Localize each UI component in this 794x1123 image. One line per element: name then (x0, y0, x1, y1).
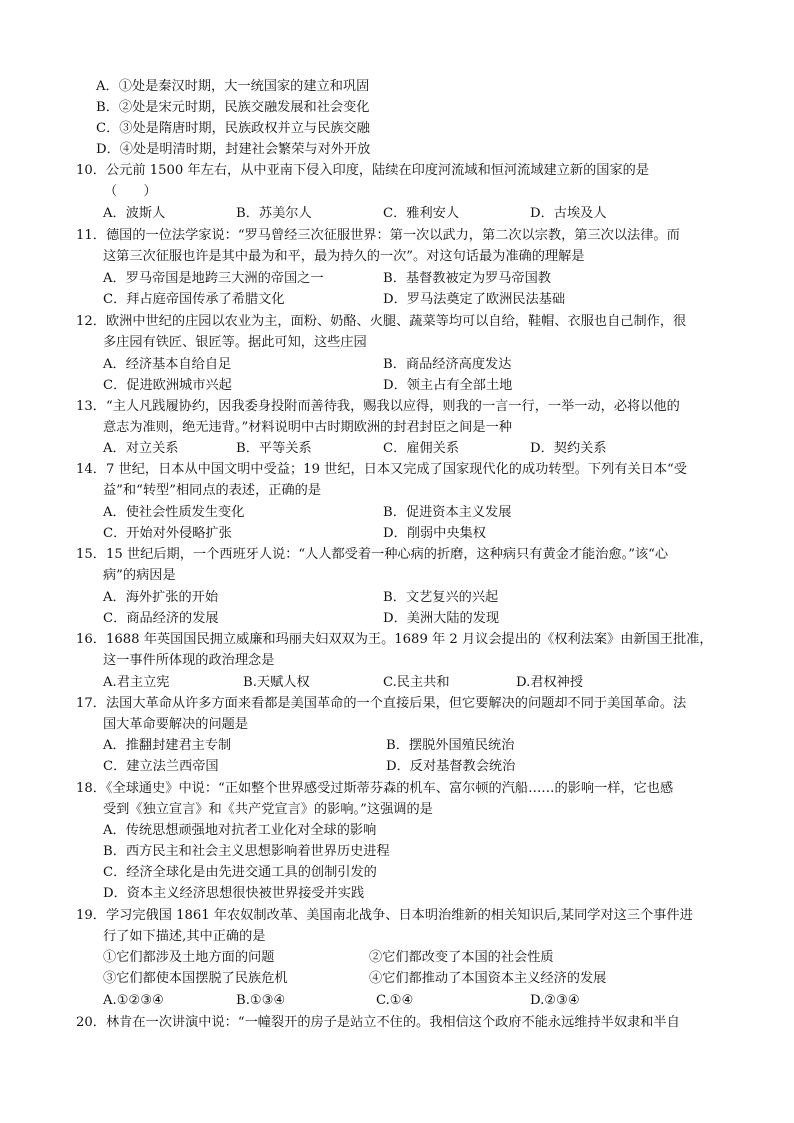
q18-option-d: D．资本主义经济思想很快被世界接受并实践 (103, 886, 365, 901)
q16-option-c: C.民主共和 (383, 675, 450, 690)
q9-option-d: D．④处是明清时期，封建社会繁荣与对外开放 (96, 142, 371, 157)
q18-option-c: C．经济全球化是由先进交通工具的创制引发的 (103, 865, 377, 880)
q19-option-b: B.①③④ (236, 993, 286, 1008)
q19-statement-3: ③它们都使本国摆脱了民族危机 (103, 971, 288, 986)
q11-option-a: A．罗马帝国是地跨三大洲的帝国之一 (103, 271, 324, 286)
q14-option-a: A．使社会性质发生变化 (103, 505, 245, 520)
q18-stem-cont: 受到《独立宣言》和《共产党宣言》的影响。”这强调的是 (103, 802, 433, 817)
q14-option-c: C．开始对外侵略扩张 (103, 526, 232, 541)
q17-option-d: D．反对基督教会统治 (386, 759, 516, 774)
q11-stem-cont: 这第三次征服也许是其中最为和平，最为持久的一次”。对这句话最为准确的理解是 (103, 249, 585, 264)
q19-stem-cont: 行了如下描述,其中正确的是 (103, 929, 266, 944)
q13-stem-cont: 意志为准则，绝无违背。”材料说明中古时期欧洲的封君封臣之间是一种 (103, 420, 512, 435)
q19-option-d: D.②③④ (530, 993, 580, 1008)
q17-stem-cont: 国大革命要解决的问题是 (103, 717, 249, 732)
q15-option-b: B．文艺复兴的兴起 (383, 590, 499, 605)
q19-statement-4: ④它们都推动了本国资本主义经济的发展 (369, 971, 607, 986)
q9-option-b: B．②处是宋元时期，民族交融发展和社会变化 (96, 100, 370, 115)
q13-option-d: D．契约关系 (530, 441, 607, 456)
q16-option-b: B.天赋人权 (243, 675, 310, 690)
q15-option-a: A．海外扩张的开始 (103, 590, 219, 605)
q10-stem: 10．公元前 1500 年左右，从中亚南下侵入印度，陆续在印度河流域和恒河流域建立新的国家的是 (76, 163, 650, 178)
q10-answer-blank: （ ） (104, 184, 157, 199)
q12-option-b: B．商品经济高度发达 (383, 357, 512, 372)
q19-statement-1: ①它们都涉及土地方面的问题 (103, 950, 275, 965)
q20-stem: 20．林肯在一次讲演中说：“一幢裂开的房子是站立不住的。我相信这个政府不能永远维持半奴隶和半自 (76, 1015, 680, 1030)
q10-option-c: C．雅利安人 (383, 206, 460, 221)
q12-option-c: C．促进欧洲城市兴起 (103, 378, 232, 393)
q12-option-a: A．经济基本自给自足 (103, 357, 232, 372)
q15-stem: 15．15 世纪后期，一个西班牙人说：“人人都受着一种心病的折磨，这种病只有黄金才能治愈。”该“心 (76, 547, 669, 562)
q12-option-d: D．领主占有全部土地 (383, 378, 513, 393)
q19-option-c: C.①④ (376, 993, 414, 1008)
q13-option-a: A．对立关系 (103, 441, 179, 456)
q15-stem-cont: 病”的病因是 (103, 568, 176, 583)
q11-option-d: D．罗马法奠定了欧洲民法基础 (383, 292, 566, 307)
q14-stem: 14．7 世纪，日本从中国文明中受益；19 世纪，日本又完成了国家现代化的成功转型。下列有关日本“受 (76, 462, 687, 477)
q11-stem: 11．德国的一位法学家说：“罗马曾经三次征服世界：第一次以武力，第二次以宗教，第三次以法律。而 (76, 228, 680, 243)
q16-option-a: A.君主立宪 (103, 675, 170, 690)
q10-option-b: B．苏美尔人 (236, 206, 312, 221)
q17-option-c: C．建立法兰西帝国 (103, 759, 219, 774)
q13-option-b: B．平等关系 (236, 441, 312, 456)
q11-option-b: B．基督教被定为罗马帝国教 (383, 271, 551, 286)
q9-option-a: A．①处是秦汉时期，大一统国家的建立和巩固 (96, 79, 370, 94)
q15-option-c: C．商品经济的发展 (103, 611, 219, 626)
q10-option-a: A．波斯人 (103, 206, 166, 221)
q16-option-d: D.君权神授 (516, 675, 584, 690)
q13-option-c: C．雇佣关系 (383, 441, 460, 456)
q14-option-d: D．削弱中央集权 (383, 526, 486, 541)
q19-statement-2: ②它们都改变了本国的社会性质 (369, 950, 554, 965)
q10-option-d: D．古埃及人 (530, 206, 607, 221)
q17-option-a: A．推翻封建君主专制 (103, 738, 232, 753)
q9-option-c: C．③处是隋唐时期，民族政权并立与民族交融 (96, 121, 370, 136)
q14-stem-cont: 益”和“转型”相同点的表述，正确的是 (103, 483, 322, 498)
q13-stem: 13．“主人凡践履协约，因我委身投附而善待我，赐我以应得，则我的一言一行，一举一动，必将以他的 (76, 399, 680, 414)
q12-stem: 12．欧洲中世纪的庄园以农业为主，面粉、奶酪、火腿、蔬菜等均可以自给，鞋帽、衣服也自己制作，很 (76, 314, 687, 329)
q18-option-b: B．西方民主和社会主义思想影响着世界历史进程 (103, 844, 390, 859)
q11-option-c: C．拜占庭帝国传承了希腊文化 (103, 292, 285, 307)
q18-stem: 18．《全球通史》中说：“正如整个世界感受过斯蒂芬森的机车、富尔顿的汽船……的影响一样，它也感 (76, 781, 674, 796)
q17-stem: 17．法国大革命从许多方面来看都是美国革命的一个直接后果，但它要解决的问题却不同于美国革命。法 (76, 696, 687, 711)
q19-stem: 19．学习完俄国 1861 年农奴制改革、美国南北战争、日本明治维新的相关知识后,某同学对这三个事件进 (76, 908, 693, 923)
q12-stem-cont: 多庄园有铁匠、银匠等。据此可知，这些庄园 (103, 335, 367, 350)
q16-stem-cont: 这一事件所体现的政治理念是 (103, 653, 275, 668)
q19-option-a: A.①②③④ (103, 993, 165, 1008)
q16-stem: 16．1688 年英国国民拥立威廉和玛丽夫妇双双为王。1689 年 2 月议会提出的《权利法案》由新国王批准， (76, 632, 713, 647)
q18-option-a: A．传统思想顽强地对抗者工业化对全球的影响 (103, 823, 377, 838)
q15-option-d: D．美洲大陆的发现 (383, 611, 500, 626)
q14-option-b: B．促进资本主义发展 (383, 505, 512, 520)
q17-option-b: B．摆脱外国殖民统治 (386, 738, 515, 753)
